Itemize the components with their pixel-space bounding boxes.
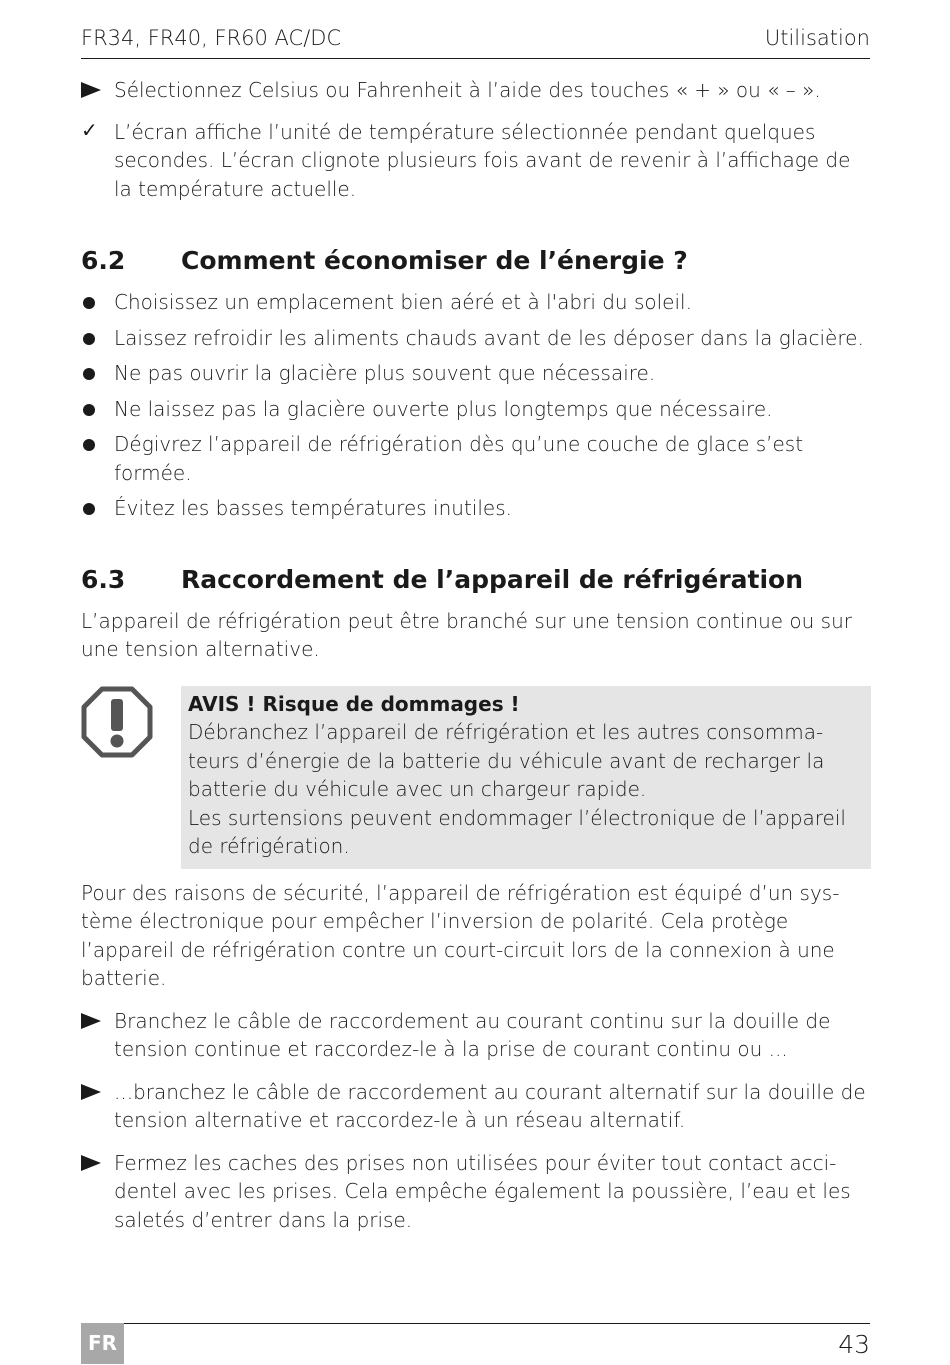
checkmark-icon: ✓: [81, 117, 98, 142]
intro-step-text: Sélectionnez Celsius ou Fahrenheit à l’aide des touches « + » ou « – ».: [114, 78, 821, 102]
section-6-2-heading: [81, 246, 871, 280]
connection-steps-list: [81, 1007, 871, 1235]
list-item-text: Ne laissez pas la glacière ouverte plus longtemps que nécessaire.: [114, 396, 773, 421]
bullet-dot-icon: [83, 333, 95, 345]
list-item-text: Ne pas ouvrir la glacière plus souvent que nécessaire.: [114, 361, 656, 385]
list-item-text: Évitez les basses températures inutiles.: [114, 496, 512, 520]
notice-block: [81, 686, 871, 869]
section-6-3-title: Raccordement de l’appareil de réfrigération: [181, 564, 804, 594]
list-item-text: ...branchez le câble de raccordement au courant alternatif sur la douille de tension alternative et raccordez-le à un réseau alternatif.: [114, 1079, 866, 1132]
notice-box: [181, 686, 871, 869]
warning-octagon-icon: [81, 686, 153, 758]
list-item: [81, 288, 871, 317]
header-models: FR34, FR40, FR60 AC/DC: [81, 26, 342, 50]
list-item: [81, 395, 871, 424]
list-item: [81, 1007, 871, 1064]
list-item-text: Branchez le câble de raccordement au courant continu sur la douille de tension continue et raccordez-le à la prise de courant continu ou ...: [114, 1008, 831, 1061]
bullet-dot-icon: [83, 404, 95, 416]
header-section: Utilisation: [764, 26, 870, 50]
list-item-text: Fermez les caches des prises non utilisées pour éviter tout contact accidentel avec les prises. Cela empêche également la poussière, l’eau et les saletés d’entrer dans la prise.: [114, 1150, 851, 1232]
notice-text-1: Débranchez l’appareil de réfrigération et les autres consommateurs d’énergie de la batterie du véhicule avant de recharger la batterie du véhicule avec un chargeur rapide.: [188, 720, 825, 801]
page-content: [81, 72, 871, 1234]
intro-result: [81, 118, 871, 204]
arrow-right-icon: [81, 1149, 107, 1179]
list-item: [81, 359, 871, 388]
energy-tips-list: [81, 288, 871, 523]
bullet-dot-icon: [83, 439, 95, 451]
notice-text-2: Les surtensions peuvent endommager l’électronique de l’appareil de réfrigération.: [188, 805, 846, 858]
page-number: 43: [838, 1330, 870, 1359]
bullet-dot-icon: [83, 503, 95, 515]
intro-step: [81, 76, 871, 105]
list-item-text: Choisissez un emplacement bien aéré et à l'abri du soleil.: [114, 290, 692, 314]
footer-divider: [81, 1323, 870, 1324]
section-6-2-title: Comment économiser de l’énergie ?: [181, 246, 688, 275]
bullet-dot-icon: [83, 297, 95, 309]
section-6-3-safety: Pour des raisons de sécurité, l’appareil de réfrigération est équipé d’un système électronique pour empêcher l’inversion de polarité. Cela protège l’appareil de réfrigération contre un court-circuit lors de la connexion à une batterie.: [81, 880, 840, 990]
intro-result-text: L’écran affiche l’unité de température sélectionnée pendant quelques secondes. L’écran clignote plusieurs fois avant de revenir à l’affichage de la température actuelle.: [114, 119, 851, 201]
list-item-text: Dégivrez l’appareil de réfrigération dès qu’une couche de glace s’est formée.: [114, 432, 804, 485]
list-item: [81, 430, 871, 487]
section-6-3-intro: L’appareil de réfrigération peut être branché sur une tension continue ou sur une tension alternative.: [81, 608, 852, 661]
page-header: [81, 26, 870, 59]
list-item: [81, 1078, 871, 1135]
list-item: [81, 324, 871, 353]
arrow-right-icon: [81, 1078, 107, 1108]
language-badge: FR: [81, 1323, 124, 1364]
list-item-text: Laissez refroidir les aliments chauds avant de les déposer dans la glacière.: [114, 325, 864, 350]
list-item: [81, 494, 871, 523]
section-6-2-number: 6.2: [81, 246, 126, 275]
arrow-right-icon: [81, 1007, 107, 1037]
bullet-dot-icon: [83, 368, 95, 380]
list-item: [81, 1149, 871, 1235]
section-6-3-number: 6.3: [81, 564, 126, 594]
section-6-3-heading: [81, 565, 871, 599]
notice-title: AVIS ! Risque de dommages !: [188, 691, 520, 716]
arrow-right-icon: [81, 76, 107, 106]
